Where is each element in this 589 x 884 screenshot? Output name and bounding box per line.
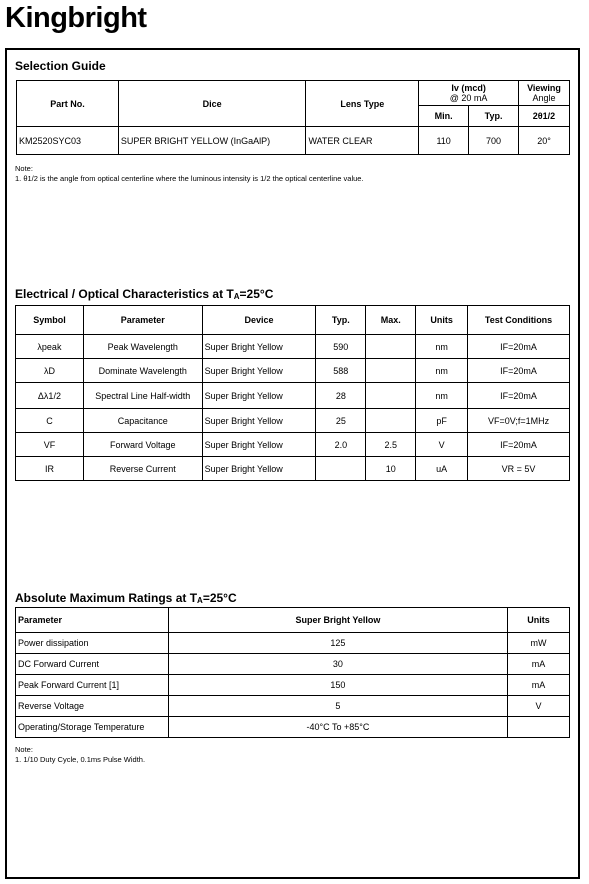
cell-max: 2.5 [366,433,416,457]
header-dice: Dice [118,81,306,127]
electrical-title-suffix: =25°C [239,287,274,301]
cell-parameter: Peak Forward Current [1] [16,675,169,696]
table-row [16,633,570,654]
cell-cond: IF=20mA [468,433,570,457]
selection-note [15,164,364,184]
cell-max [366,409,416,433]
cell-dice: SUPER BRIGHT YELLOW (InGaAlP) [118,127,306,155]
header-device: Device [202,306,316,335]
header-units: Units [508,608,570,633]
table-row [16,675,570,696]
table-row [16,457,570,481]
cell-cond: VF=0V;f=1MHz [468,409,570,433]
cell-units: uA [416,457,468,481]
cell-iv-min: 110 [419,127,469,155]
cell-typ: 588 [316,359,366,383]
header-lens-type: Lens Type [306,81,419,127]
absolute-note [15,745,145,765]
cell-value: -40°C To +85°C [168,717,507,738]
header-typ: Typ. [469,106,519,127]
cell-parameter: Power dissipation [16,633,169,654]
cell-cond: IF=20mA [468,383,570,409]
header-min: Min. [419,106,469,127]
cell-value: 125 [168,633,507,654]
absolute-ratings-table [15,607,570,738]
header-iv [419,81,519,106]
cell-value: 5 [168,696,507,717]
cell-cond: IF=20mA [468,359,570,383]
cell-viewing-angle: 20° [519,127,570,155]
selection-guide-title: Selection Guide [15,59,106,73]
cell-device: Super Bright Yellow [202,383,316,409]
table-row [17,127,570,155]
cell-value: 150 [168,675,507,696]
electrical-title-sub: A [233,292,240,301]
header-viewing-label: Viewing [527,83,561,93]
brand-logo: Kingbright [5,2,147,34]
cell-parameter: Forward Voltage [83,433,202,457]
cell-symbol: C [16,409,84,433]
cell-units [508,717,570,738]
cell-units: V [508,696,570,717]
cell-device: Super Bright Yellow [202,335,316,359]
cell-units: mW [508,633,570,654]
cell-typ: 590 [316,335,366,359]
cell-iv-typ: 700 [469,127,519,155]
header-viewing-angle [519,81,570,106]
cell-parameter: Peak Wavelength [83,335,202,359]
cell-value: 30 [168,654,507,675]
cell-symbol: Δλ1/2 [16,383,84,409]
cell-max: 10 [366,457,416,481]
header-iv-label: Iv (mcd) [451,83,486,93]
electrical-title [15,287,273,301]
table-row [16,409,570,433]
cell-cond: IF=20mA [468,335,570,359]
cell-cond: VR = 5V [468,457,570,481]
note-text: 1. 1/10 Duty Cycle, 0.1ms Pulse Width. [15,755,146,764]
absolute-title-prefix: Absolute Maximum Ratings at T [15,591,198,605]
cell-parameter: Dominate Wavelength [83,359,202,383]
cell-symbol: IR [16,457,84,481]
header-parameter: Parameter [83,306,202,335]
cell-units: nm [416,383,468,409]
absolute-title-sub: A [197,596,203,605]
table-row [16,383,570,409]
cell-typ [316,457,366,481]
table-row [16,717,570,738]
cell-symbol: VF [16,433,84,457]
cell-device: Super Bright Yellow [202,457,316,481]
header-super-bright-yellow: Super Bright Yellow [168,608,507,633]
header-angle-label: Angle [532,93,556,103]
cell-parameter: DC Forward Current [16,654,169,675]
table-row [16,654,570,675]
note-text: 1. θ1/2 is the angle from optical centerline where the luminous intensity is 1/2 the optical centerline value. [15,174,364,183]
absolute-title-suffix: =25°C [202,591,237,605]
cell-parameter: Reverse Current [83,457,202,481]
cell-typ: 25 [316,409,366,433]
cell-max [366,335,416,359]
cell-units: nm [416,359,468,383]
cell-lens-type: WATER CLEAR [306,127,419,155]
cell-device: Super Bright Yellow [202,433,316,457]
cell-parameter: Spectral Line Half-width [83,383,202,409]
header-max: Max. [366,306,416,335]
cell-parameter: Operating/Storage Temperature [16,717,169,738]
cell-units: mA [508,675,570,696]
table-row [16,433,570,457]
cell-device: Super Bright Yellow [202,409,316,433]
header-test-conditions: Test Conditions [468,306,570,335]
cell-symbol: λpeak [16,335,84,359]
cell-symbol: λD [16,359,84,383]
table-row [16,696,570,717]
cell-parameter: Capacitance [83,409,202,433]
cell-typ: 2.0 [316,433,366,457]
header-theta: 2θ1/2 [519,106,570,127]
cell-typ: 28 [316,383,366,409]
absolute-title [15,591,237,605]
note-title: Note: [15,745,33,754]
table-row [16,335,570,359]
cell-max [366,383,416,409]
header-typ: Typ. [316,306,366,335]
electrical-table [15,305,570,481]
cell-device: Super Bright Yellow [202,359,316,383]
note-title: Note: [15,164,33,173]
cell-part-no: KM2520SYC03 [17,127,119,155]
cell-units: pF [416,409,468,433]
cell-units: nm [416,335,468,359]
table-row [16,359,570,383]
header-part-no: Part No. [17,81,119,127]
cell-max [366,359,416,383]
header-units: Units [416,306,468,335]
header-symbol: Symbol [16,306,84,335]
cell-parameter: Reverse Voltage [16,696,169,717]
selection-guide-table [16,80,570,155]
header-iv-condition: @ 20 mA [449,93,488,103]
cell-units: V [416,433,468,457]
electrical-title-prefix: Electrical / Optical Characteristics at T [15,287,234,301]
header-parameter: Parameter [16,608,169,633]
cell-units: mA [508,654,570,675]
